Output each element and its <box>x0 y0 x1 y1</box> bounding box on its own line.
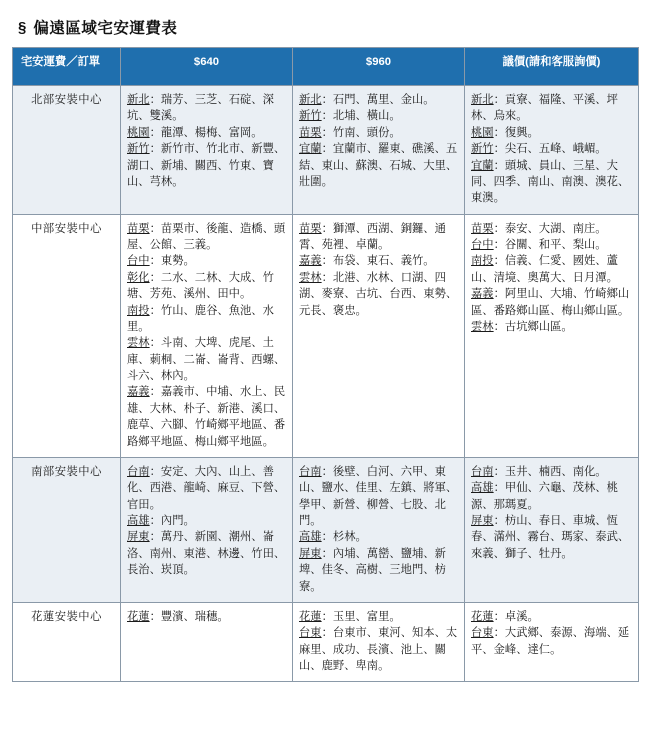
table-row <box>13 457 639 602</box>
fee-table <box>12 47 639 682</box>
table-row <box>13 602 639 682</box>
row-region-north: 北部安裝中心 <box>13 86 121 215</box>
column-header-negotiable: 議價(請和客服詢價) <box>465 48 639 86</box>
cell-central-negotiable: 苗栗：泰安、大湖、南庄。 台中：谷關、和平、梨山。 南投：信義、仁愛、國姓、蘆山、清境、奧萬大、日月潭。 嘉義：阿里山、大埔、竹崎鄉山區、番路鄉山區、梅山鄉山區。 雲林：古坑鄉山區。 <box>465 214 639 457</box>
table-row <box>13 86 639 215</box>
column-header-960: $960 <box>293 48 465 86</box>
table-header-row <box>13 48 639 86</box>
cell-south-960: 台南：後壁、白河、六甲、東山、鹽水、佳里、左鎮、將軍、學甲、新營、柳營、七股、北門。 高雄：杉林。 屏東：內埔、萬巒、鹽埔、新埤、佳冬、高樹、三地門、枋寮。 <box>293 457 465 602</box>
page-title <box>12 14 638 47</box>
column-header-region: 宅安運費／訂單 <box>13 48 121 86</box>
page-title-text: 偏遠區域宅安運費表 <box>33 20 178 37</box>
cell-central-960: 苗栗：獅潭、西湖、銅鑼、通霄、苑裡、卓蘭。 嘉義：布袋、東石、義竹。 雲林：北港、水林、口湖、四湖、麥寮、古坑、台西、東勢、元長、褒忠。 <box>293 214 465 457</box>
table-body <box>13 86 639 682</box>
row-region-south: 南部安裝中心 <box>13 457 121 602</box>
cell-north-negotiable: 新北：貢寮、福隆、平溪、坪林、烏來。 桃園：復興。 新竹：尖石、五峰、峨嵋。 宜蘭：頭城、員山、三星、大同、四季、南山、南澳、澳花、東澳。 <box>465 86 639 215</box>
cell-south-negotiable: 台南：玉井、楠西、南化。 高雄：甲仙、六龜、茂林、桃源、那瑪夏。 屏東：枋山、春日、車城、恆春、滿州、霧台、瑪家、泰武、來義、獅子、牡丹。 <box>465 457 639 602</box>
cell-hualien-negotiable: 花蓮：卓溪。 台東：大武鄉、泰源、海端、延平、金峰、達仁。 <box>465 602 639 682</box>
cell-south-640: 台南：安定、大內、山上、善化、西港、龍崎、麻豆、下營、官田。 高雄：內門。 屏東：萬丹、新園、潮州、崙洛、南州、東港、林邊、竹田、長治、崁頂。 <box>121 457 293 602</box>
cell-north-640: 新北：瑞芳、三芝、石碇、深坑、雙溪。 桃園：龍潭、楊梅、富岡。 新竹：新竹市、竹北市、新豐、湖口、新埔、關西、竹東、寶山、芎林。 <box>121 86 293 215</box>
cell-north-960: 新北：石門、萬里、金山。 新竹：北埔、橫山。 苗栗：竹南、頭份。 宜蘭：宜蘭市、羅東、礁溪、五結、東山、蘇澳、石城、大里、壯圍。 <box>293 86 465 215</box>
column-header-640: $640 <box>121 48 293 86</box>
section-mark-icon: § <box>18 18 27 36</box>
cell-hualien-960: 花蓮：玉里、富里。 台東：台東市、東河、知本、太麻里、成功、長濱、池上、關山、鹿野、卑南。 <box>293 602 465 682</box>
row-region-hualien: 花蓮安裝中心 <box>13 602 121 682</box>
table-header <box>13 48 639 86</box>
row-region-central: 中部安裝中心 <box>13 214 121 457</box>
cell-hualien-640: 花蓮：豐濱、瑞穗。 <box>121 602 293 682</box>
cell-central-640: 苗栗：苗栗市、後龍、造橋、頭屋、公館、三義。 台中：東勢。 彰化：二水、二林、大成、竹塘、芳苑、溪州、田中。 南投：竹山、鹿谷、魚池、水里。 雲林：斗南、大埤、虎尾、土庫、莿桐、二崙、崙背、西螺、斗六、林內。 嘉義：嘉義市、中埔、水上、民雄、大林、朴子、新港、溪口、鹿草、六腳、竹崎鄉平地區、番路鄉平地區、梅山鄉平地區。 <box>121 214 293 457</box>
table-row <box>13 214 639 457</box>
